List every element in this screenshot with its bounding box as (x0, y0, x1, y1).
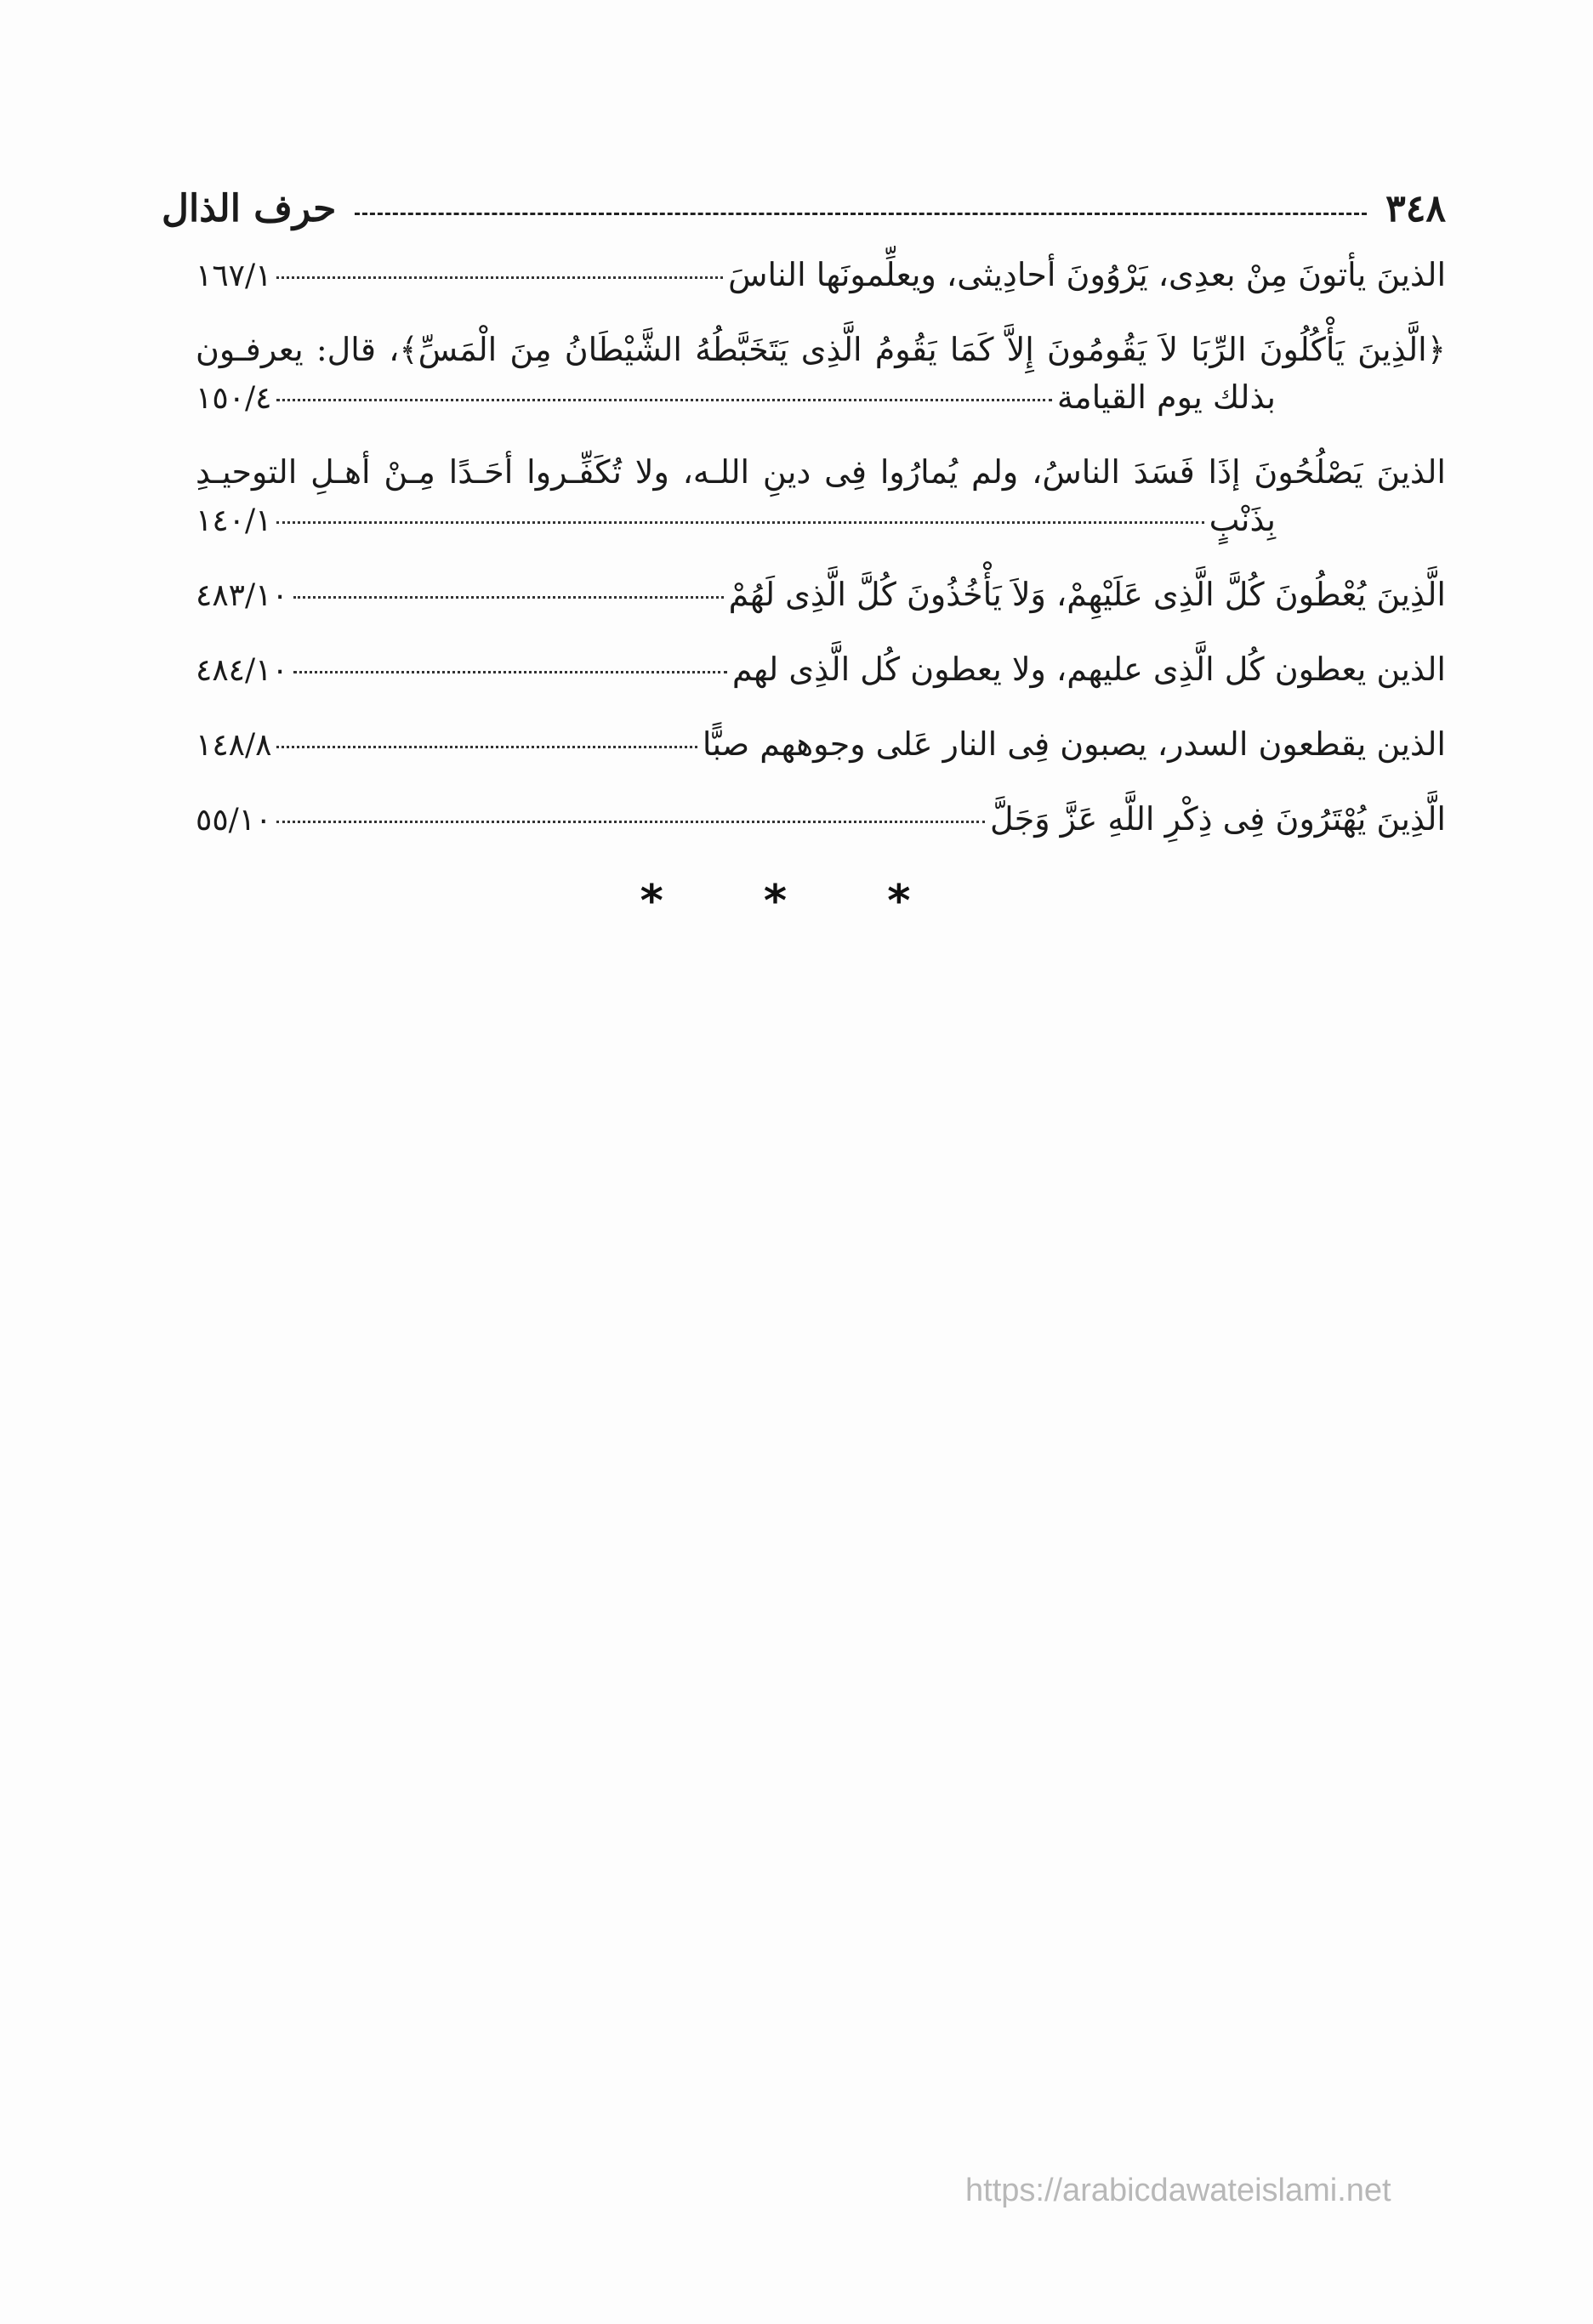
header-rule (355, 213, 1367, 215)
section-end-asterisks: * * * (640, 876, 953, 927)
entry-line (196, 571, 1446, 620)
entry-text: الَّذِينَ يُعْطُونَ كُلَّ الَّذِى عَلَيْهِمْ، وَلاَ يَأْخُذُونَ كُلَّ الَّذِى لَهُمْ (728, 576, 1446, 613)
index-entry (196, 720, 1446, 770)
entry-line (196, 251, 1446, 300)
entry-text-line: ﴿الَّذِينَ يَأْكُلُونَ الرِّبَا لاَ يَقُومُونَ إِلاَّ كَمَا يَقُومُ الَّذِى يَتَخَبَّطُهُ الشَّيْطَانُ مِنَ الْمَسِّ﴾، قال: يعرفـون (196, 331, 1446, 368)
dot-leader (276, 821, 985, 823)
entry-reference: ٤٨٤/١٠ (196, 653, 288, 688)
entry-reference: ١٤٠/١ (196, 503, 272, 538)
entry-text: الَّذِينَ يُهْتَرُونَ فِى ذِكْرِ اللَّهِ عَزَّ وَجَلَّ (989, 800, 1446, 838)
entry-text: الذينَ يأتونَ مِنْ بعدِى، يَرْوُونَ أحادِيثى، ويعلِّمونَها الناسَ (728, 256, 1446, 293)
entry-line (196, 373, 1446, 423)
entry-text: بذلك يوم القيامة (1056, 378, 1276, 416)
index-entry (196, 251, 1446, 300)
index-entry (196, 645, 1446, 695)
entry-text: الذين يقطعون السدر، يصبون فِى النار عَلى وجوههم صبًّا (702, 725, 1446, 763)
entry-reference: ١٥٠/٤ (196, 381, 272, 416)
entry-line (196, 645, 1446, 695)
entry-reference: ١٤٨/٨ (196, 728, 272, 763)
entry-line (196, 795, 1446, 844)
index-entry (196, 795, 1446, 844)
entry-text-line: الذينَ يَصْلُحُونَ إذَا فَسَدَ الناسُ، ولم يُمارُوا فِى دينِ اللـه، ولا تُكَفِّـروا أحَـدًا مِـنْ أهـلِ التوحيـدِ (196, 453, 1446, 491)
dot-leader (276, 521, 1203, 524)
index-entry (196, 571, 1446, 620)
entry-line (196, 720, 1446, 770)
index-entry (196, 448, 1446, 545)
entry-text: بِذَنْبٍ (1209, 501, 1276, 538)
dot-leader (276, 746, 697, 748)
dot-leader (293, 596, 724, 599)
dot-leader (276, 399, 1051, 401)
hadith-index-list (196, 251, 1446, 870)
dot-leader (293, 671, 727, 673)
watermark-url: https://arabicdawateislami.net (965, 2173, 1391, 2208)
section-title: حرف الذال (162, 186, 337, 230)
entry-line (196, 496, 1446, 545)
entry-reference: ٥٥/١٠ (196, 803, 272, 838)
dot-leader (276, 276, 723, 279)
entry-reference: ١٦٧/١ (196, 259, 272, 293)
index-entry (196, 326, 1446, 423)
page-number: ٣٤٨ (1385, 186, 1446, 230)
page-header (162, 183, 1446, 234)
entry-reference: ٤٨٣/١٠ (196, 578, 288, 613)
entry-text: الذين يعطون كُل الَّذِى عليهم، ولا يعطون كُل الَّذِى لهم (731, 651, 1446, 688)
